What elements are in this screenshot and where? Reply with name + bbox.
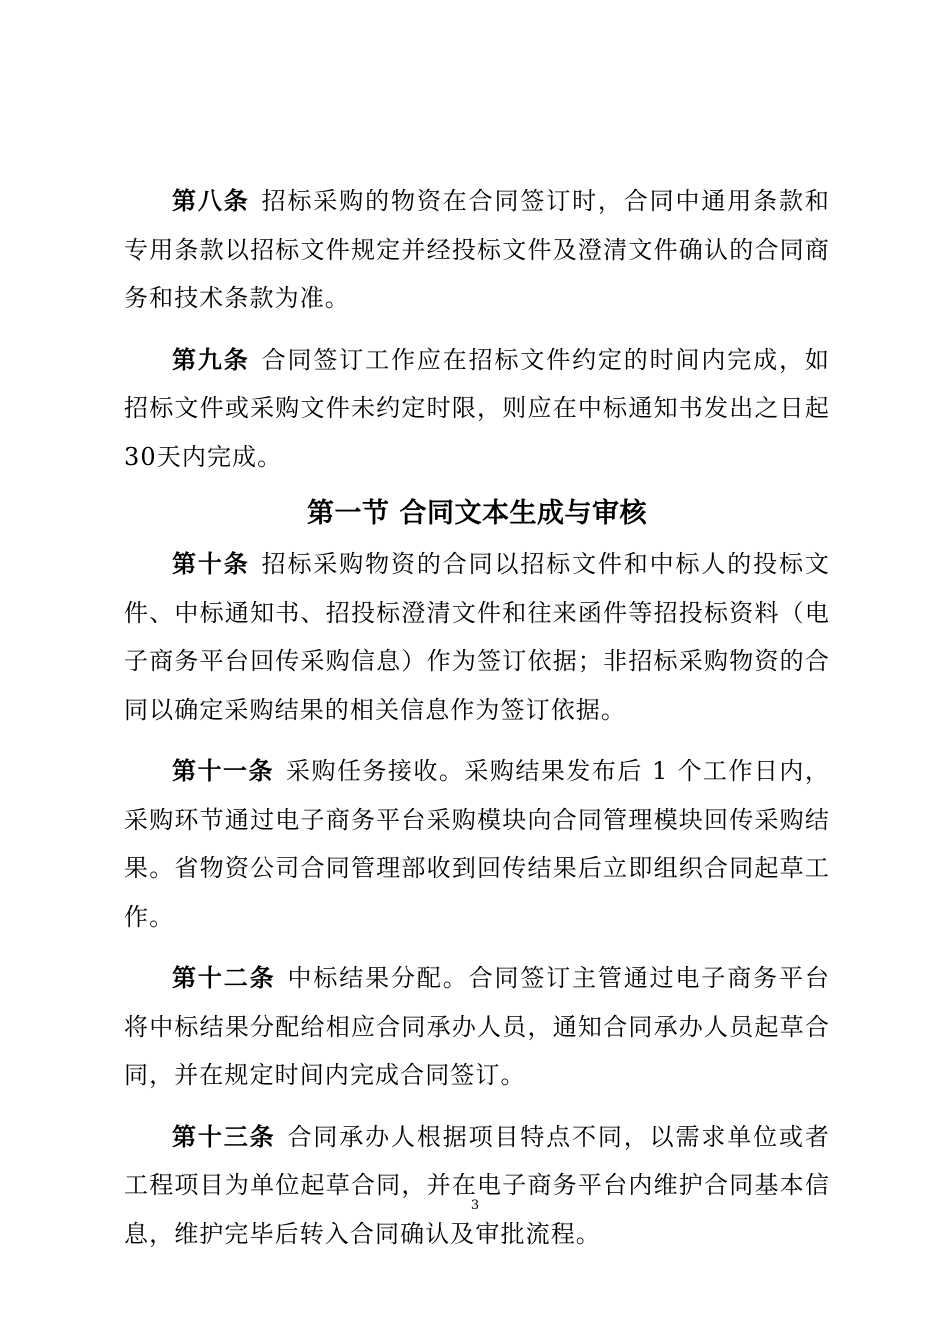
article-11-paragraph [124,747,830,941]
article-number: 第九条 [172,344,250,374]
document-body [124,177,830,1271]
article-number: 第十条 [172,549,250,578]
article-text: 合同承办人根据项目特点不同，以需求单位或者工程项目为单位起草合同，并在电子商务平台内维护合同基本信息，维护完毕后转入合同确认及审批流程。 [124,1122,830,1248]
article-text: 招标采购物资的合同以招标文件和中标人的投标文件、中标通知书、招投标澄清文件和往来函件等招投标资料（电子商务平台回传采购信息）作为签订依据；非招标采购物资的合同以确定采购结果的相关信息作为签订依据。 [124,550,830,724]
article-text: 招标采购的物资在合同签订时，合同中通用条款和专用条款以招标文件规定并经投标文件及澄清文件确认的合同商务和技术条款为准。 [124,187,830,312]
article-13-paragraph [124,1113,830,1259]
article-number: 第十一条 [172,756,274,785]
page-number: 3 [470,1198,480,1213]
article-text: 合同签订工作应在招标文件约定的时间内完成，如招标文件或采购文件未约定时限，则应在中标通知书发出之日起30天内完成。 [124,345,830,471]
article-12-paragraph [124,954,830,1100]
article-number: 第十三条 [172,1121,276,1151]
article-number: 第十二条 [172,963,276,992]
article-text: 中标结果分配。合同签订主管通过电子商务平台将中标结果分配给相应合同承办人员，通知合同承办人员起草合同，并在规定时间内完成合同签订。 [124,964,830,1089]
article-number: 第八条 [172,186,250,215]
section-heading: 第一节 合同文本生成与审核 [307,498,647,529]
article-10-paragraph [124,540,830,734]
article-text: 采购任务接收。采购结果发布后 1 个工作日内，采购环节通过电子商务平台采购模块向合同管理模块回传采购结果。省物资公司合同管理部收到回传结果后立即组织合同起草工作。 [124,757,830,931]
article-9-paragraph [124,336,830,482]
article-8-paragraph [124,177,830,323]
